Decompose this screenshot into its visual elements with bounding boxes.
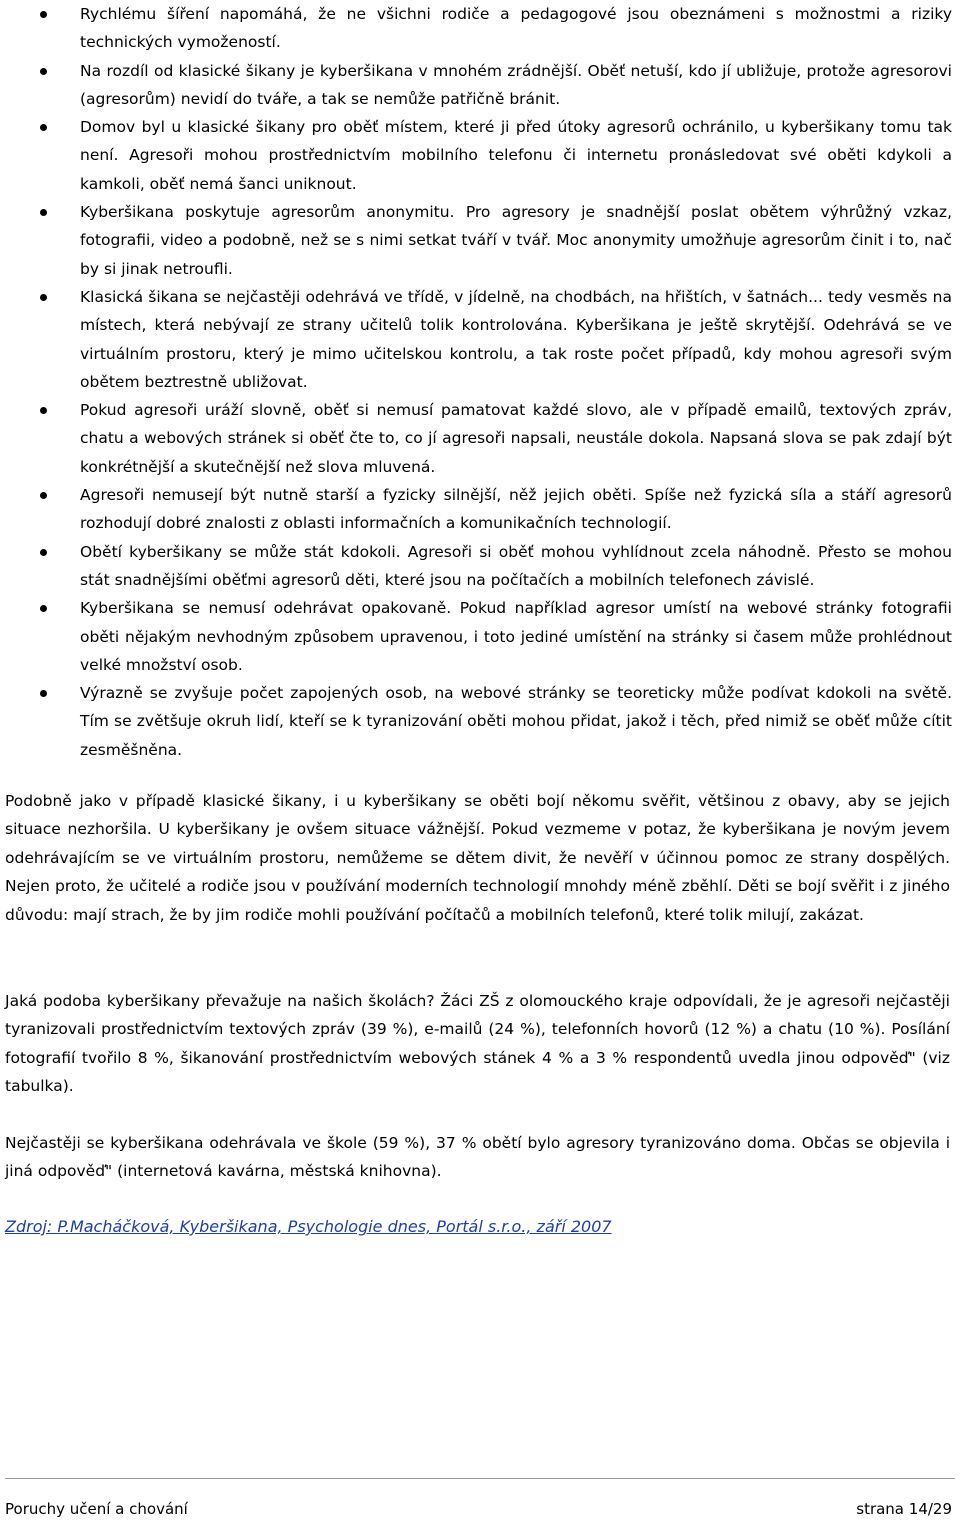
bullet-icon xyxy=(40,124,47,131)
list-item xyxy=(0,0,960,57)
bullet-icon xyxy=(40,690,47,697)
bullet-icon xyxy=(40,209,47,216)
list-item xyxy=(0,198,960,283)
list-item-text: Domov byl u klasické šikany pro oběť místem, které ji před útoky agresorů ochránilo, u kyberšikany tomu tak není. Agresoři mohou prostřednictvím mobilního telefonu či internetu pronásledovat své oběti kdykoli a kamkoli, oběť nemá šanci uniknout. xyxy=(80,118,952,193)
list-item-text: Agresoři nemusejí být nutně starší a fyzicky silnější, něž jejich oběti. Spíše než fyzická síla a stáří agresorů rozhodují dobré znalosti z oblasti informačních a komunikačních technologií. xyxy=(80,486,952,533)
list-item xyxy=(0,57,960,114)
list-item xyxy=(0,396,960,481)
bullet-icon xyxy=(40,294,47,301)
list-item xyxy=(0,481,960,538)
paragraph-survey: Jaká podoba kyberšikany převažuje na našich školách? Žáci ZŠ z olomouckého kraje odpovídali, že je agresoři nejčastěji tyranizovali prostřednictvím textových zpráv (39 %), e-mailů (24 %), telefonních hovorů (12 %) a chatu (10 %). Posílání fotografií tvořilo 8 %, šikanování prostřednictvím webových stánek 4 % a 3 % respondentů uvedla jinou odpověď" (viz tabulka). xyxy=(5,992,950,1096)
footer-divider xyxy=(5,1478,955,1479)
footer-title: Poruchy učení a chování xyxy=(5,1500,188,1518)
bullet-icon xyxy=(40,68,47,75)
paragraph-location: Nejčastěji se kyberšikana odehrávala ve škole (59 %), 37 % obětí bylo agresory tyranizováno doma. Občas se objevila i jiná odpověď" (internetová kavárna, městská knihovna). xyxy=(5,1134,950,1181)
list-item-text: Rychlému šíření napomáhá, že ne všichni rodiče a pedagogové jsou obeznámeni s možnostmi a riziky technických vymožeností. xyxy=(80,5,952,52)
list-item-text: Obětí kyberšikany se může stát kdokoli. Agresoři si oběť mohou vyhlídnout zcela náhodně. Přesto se mohou stát snadnějšími oběťmi agresorů děti, které jsou na počítačích a mobilních telefonech závislé. xyxy=(80,542,952,589)
list-item xyxy=(0,283,960,396)
page-number: strana 14/29 xyxy=(856,1500,952,1518)
list-item-text: Na rozdíl od klasické šikany je kyberšikana v mnohém zrádnější. Oběť netuší, kdo jí ubližuje, protože agresorovi (agresorům) nevidí do tváře, a tak se nemůže patřičně bránit. xyxy=(80,61,952,108)
list-item-text: Kyberšikana poskytuje agresorům anonymitu. Pro agresory je snadnější poslat obětem výhrůžný vzkaz, fotografii, video a podobně, než se s nimi setkat tváří v tvář. Moc anonymity umožňuje agresorům činit i to, nač by si jinak netroufli. xyxy=(80,203,952,278)
bullet-icon xyxy=(40,549,47,556)
bullet-icon xyxy=(40,11,47,18)
list-item-text: Kyberšikana se nemusí odehrávat opakovaně. Pokud například agresor umístí na webové stránky fotografii oběti nějakým nevhodným způsobem upravenou, i toto jediné umístění na stránky si časem může prohlédnout velké množství osob. xyxy=(80,599,952,674)
list-item xyxy=(0,113,960,198)
list-item-text: Klasická šikana se nejčastěji odehrává ve třídě, v jídelně, na chodbách, na hřištích, v šatnách... tedy vesměs na místech, která nebývají ze strany učitelů tolik kontrolována. Kyberšikana je ještě skrytější. Odehrává se ve virtuálním prostoru, který je mimo učitelskou kontrolu, a tak roste počet případů, kdy mohou agresoři svým obětem beztrestně ubližovat. xyxy=(80,287,952,391)
list-item-text: Pokud agresoři uráží slovně, oběť si nemusí pamatovat každé slovo, ale v případě emailů, textových zpráv, chatu a webových stránek si oběť čte to, co jí agresoři napsali, neustále dokola. Napsaná slova se pak zdají být konkrétnější a skutečnější než slova mluvená. xyxy=(80,401,952,476)
list-item-text: Výrazně se zvyšuje počet zapojených osob, na webové stránky se teoreticky může podívat kdokoli na světě. Tím se zvětšuje okruh lidí, kteří se k tyranizování oběti mohou přidat, jakož i těch, před nimiž se oběť může cítit zesměšněna. xyxy=(80,684,952,759)
paragraph-reporting: Podobně jako v případě klasické šikany, i u kyberšikany se oběti bojí někomu svěřit, většinou z obavy, aby se jejich situace nezhoršila. U kyberšikany je ovšem situace vážnější. Pokud vezmeme v potaz, že kyberšikana je novým jevem odehrávajícím se ve virtuálním prostoru, nemůžeme se dětem divit, že nevěří v účinnou pomoc ze strany dospělých. Nejen proto, že učitelé a rodiče jsou v používání moderních technologií mnohdy méně zběhlí. Děti se bojí svěřit i z jiného důvodu: mají strach, že by jim rodiče mohli používání počítačů a mobilních telefonů, které tolik milují, zakázat. xyxy=(5,792,950,924)
source-link[interactable]: Zdroj: P.Macháčková, Kyberšikana, Psychologie dnes, Portál s.r.o., září 2007 xyxy=(5,1217,612,1236)
list-item xyxy=(0,538,960,595)
list-item xyxy=(0,594,960,679)
bullet-icon xyxy=(40,492,47,499)
list-item xyxy=(0,679,960,764)
bullet-icon xyxy=(40,407,47,414)
bullet-icon xyxy=(40,605,47,612)
